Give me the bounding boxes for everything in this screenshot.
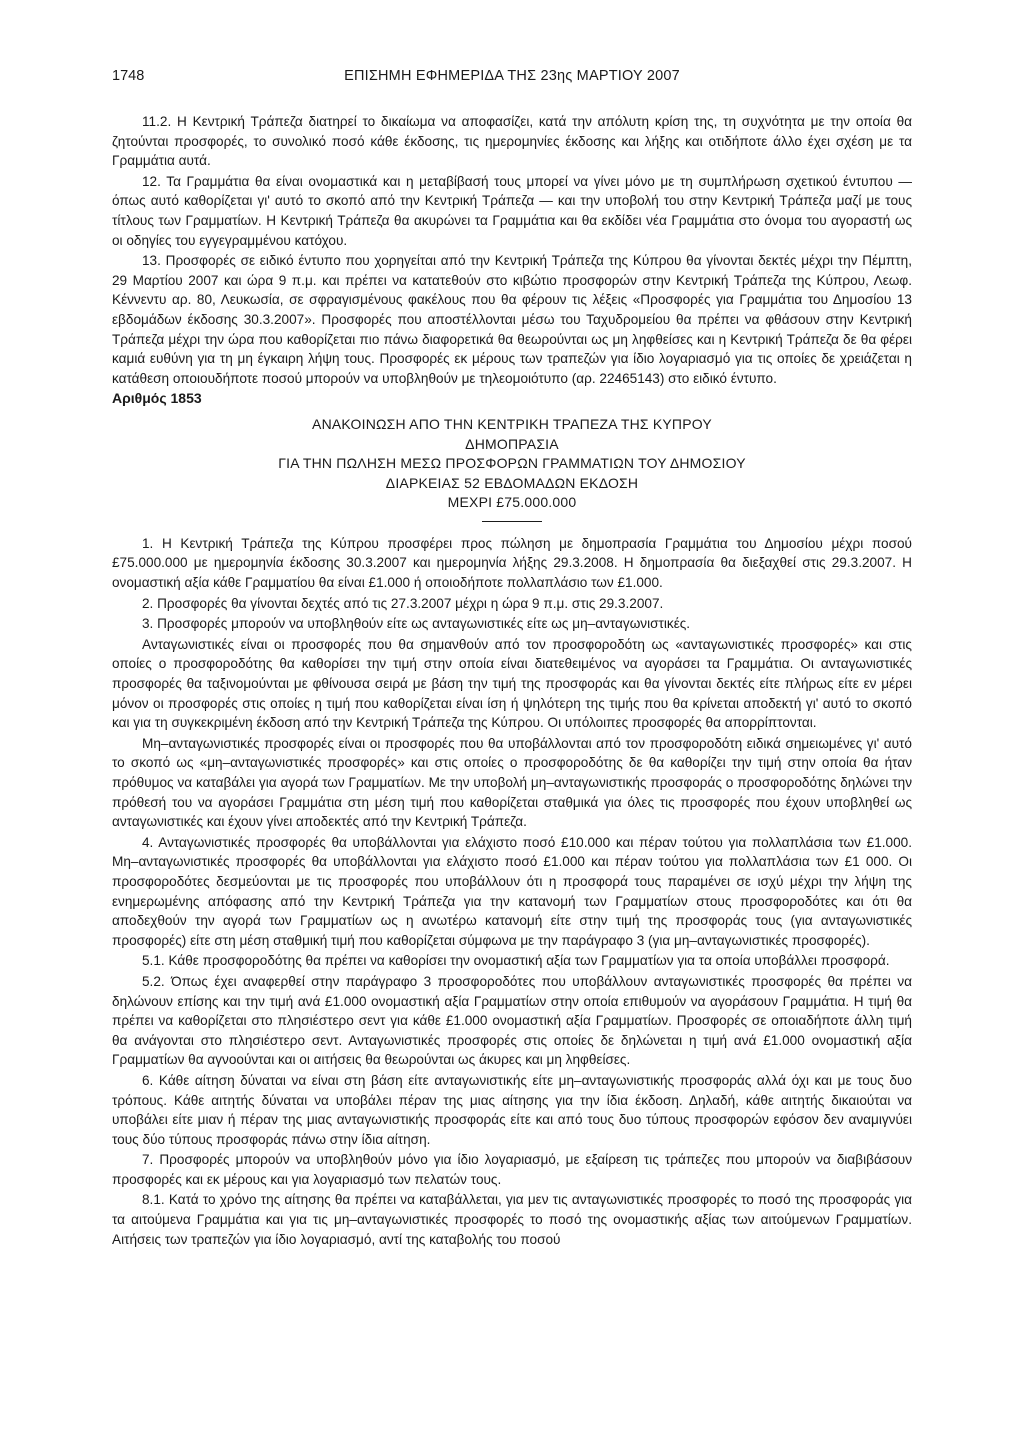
paragraph-3: 3. Προσφορές μπορούν να υποβληθούν είτε ως ανταγωνιστικές είτε ως μη–ανταγωνιστικές. bbox=[142, 616, 691, 632]
page-number: 1748 bbox=[112, 68, 145, 84]
announcement-line-2: ΔΗΜΟΠΡΑΣΙΑ bbox=[465, 435, 559, 452]
notice-number: Αριθμός 1853 bbox=[112, 390, 202, 407]
paragraph-competitive-definition: Ανταγωνιστικές είναι οι προσφορές που θα σημανθούν από τον προσφοροδότη ως «ανταγωνιστικές προσφορές» και στις οποίες ο προσφοροδότης θα καθορίσει την τιμή στην οποία είναι διατεθειμένος να αγοράσει τα Γραμμάτια. Οι ανταγωνιστικές προσφορές θα ταξινομούνται με φθίνουσα σειρά με βάση την τιμή της προσφοράς και θα γίνονται δεκτές είτε πλήρως είτε εν μέρει μόνον οι προσφορές στις οποίες η τιμή που καθορίζεται είναι ίση ή ψηλότερη της τιμής που θα κρίνεται αποδεκτή γι' αυτό το σκοπό και για τη συγκεκριμένη έκδοση από την Κεντρική Τράπεζα της Κύπρου. Οι υπόλοιπες προσφορές θα απορρίπτονται. bbox=[112, 636, 912, 731]
announcement-line-3: ΓΙΑ ΤΗΝ ΠΩΛΗΣΗ ΜΕΣΩ ΠΡΟΣΦΟΡΩΝ ΓΡΑΜΜΑΤΙΩΝ ΤΟΥ ΔΗΜΟΣΙΟΥ bbox=[278, 455, 746, 472]
paragraph-7: 7. Προσφορές μπορούν να υποβληθούν μόνο για ίδιο λογαριασμό, με εξαίρεση τις τράπεζες που μπορούν να διαβιβάσουν προσφορές και εκ μέρους και για λογαριασμό των πελατών τους. bbox=[112, 1152, 912, 1187]
paragraph-8-1: 8.1. Κατά το χρόνο της αίτησης θα πρέπει να καταβάλλεται, για μεν τις ανταγωνιστικές προσφορές το ποσό της προσφοράς για τα αιτούμενα Γραμμάτια και για τις μη–ανταγωνιστικές προσφορές το ποσό της ονομαστικής αξίας των αιτούμενων Γραμματίων. Αιτήσεις των τραπεζών για ίδιο λογαριασμό, αντί της καταβολής του ποσού bbox=[112, 1192, 912, 1247]
announcement-line-4: ΔΙΑΡΚΕΙΑΣ 52 ΕΒΔΟΜΑΔΩΝ ΕΚΔΟΣΗ bbox=[385, 474, 639, 491]
paragraph-13: 13. Προσφορές σε ειδικό έντυπο που χορηγείται από την Κεντρική Τράπεζα της Κύπρου θα γίνονται δεκτές μέχρι την Πέμπτη, 29 Μαρτίου 2007 και ώρα 9 π.μ. και πρέπει να κατατεθούν στο κιβώτιο προσφορών στην Κεντρική Τράπεζα της Κύπρου, Λεωφ. Κέννεντυ αρ. 80, Λευκωσία, σε σφραγισμένους φακέλους που θα φέρουν τις λέξεις «Προσφορές για Γραμμάτια του Δημοσίου 13 εβδομάδων έκδοσης 30.3.2007». Προσφορές που αποστέλλονται μέσω του Ταχυδρομείου θα πρέπει να φθάσουν στην Κεντρική Τράπεζα μέχρι την ώρα που καθορίζεται πιο πάνω διαφορετικά θα θεωρούνται ως μη ληφθείσες και η Κεντρική Τράπεζα δε θα φέρει καμιά ευθύνη για τη μη έγκαιρη λήψη τους. Προσφορές εκ μέρους των τραπεζών για ίδιο λογαριασμό για τις οποίες δε χρειάζεται η κατάθεση οποιουδήποτε ποσού μπορούν να υποβληθούν με τηλεομοιότυπο (αρ. 22465143) στο ειδικό έντυπο. bbox=[112, 253, 912, 386]
announcement-heading bbox=[112, 415, 912, 522]
announcement-line-1: ΑΝΑΚΟΙΝΩΣΗ ΑΠΟ ΤΗΝ ΚΕΝΤΡΙΚΗ ΤΡΑΠΕΖΑ ΤΗΣ ΚΥΠΡΟΥ bbox=[312, 415, 712, 432]
announcement-line-5: ΜΕΧΡΙ £75.000.000 bbox=[447, 494, 577, 511]
paragraph-noncompetitive-definition: Μη–ανταγωνιστικές προσφορές είναι οι προσφορές που θα υποβάλλονται από τον προσφοροδότη ειδικά σημειωμένες γι' αυτό το σκοπό ως «μη–ανταγωνιστικές προσφορές» και στις οποίες ο προσφοροδότης δε θα καθορίζει την τιμή στην οποία θα ήταν πρόθυμος να καταβάλει για αγορά των Γραμματίων. Με την υποβολή μη–ανταγωνιστικής προσφοράς ο προσφοροδότης δηλώνει την πρόθεσή του να αγοράσει Γραμμάτια στη μέση τιμή που καθορίζεται σταθμικά για όλες τις προσφορές που έχουν υποβληθεί ως ανταγωνιστικές και έχουν γίνει αποδεκτές από την Κεντρική Τράπεζα. bbox=[112, 735, 912, 830]
gazette-body bbox=[112, 112, 912, 1250]
paragraph-6: 6. Κάθε αίτηση δύναται να είναι στη βάση είτε ανταγωνιστικής είτε μη–ανταγωνιστικής προσφοράς αλλά όχι και με τους δυο τρόπους. Κάθε αιτητής δύναται να υποβάλει πέραν της μιας αίτησης για την ίδια έκδοση. Δηλαδή, κάθε αιτητής δικαιούται να υποβάλει είτε μιαν ή πέραν της μιας ανταγωνιστικής προσφοράς είτε και από τους δυο τύπους προσφορών εφόσον δεν αναμιγνύει τους δύο τύπους προσφοράς πάνω στην ίδια αίτηση. bbox=[112, 1072, 912, 1147]
running-title: ΕΠΙΣΗΜΗ ΕΦΗΜΕΡΙΔΑ ΤΗΣ 23ης ΜΑΡΤΙΟΥ 2007 bbox=[344, 68, 680, 84]
announcement-divider bbox=[482, 521, 542, 522]
paragraph-5-2: 5.2. Όπως έχει αναφερθεί στην παράγραφο 3 προσφοροδότες που υποβάλλουν ανταγωνιστικές προσφορές θα πρέπει να δηλώνουν επίσης και την τιμή ανά £1.000 ονομαστική αξία Γραμματίων στην οποία επιθυμούν να αγοράσουν Γραμμάτια. Η τιμή θα πρέπει να καθορίζεται στο πλησιέστερο σεντ για κάθε £1.000 ονομαστική αξία Γραμματίων. Προσφορές σε οποιαδήποτε άλλη τιμή θα ανάγονται στο πλησιέστερο σεντ. Ανταγωνιστικές προσφορές στις οποίες δε δηλώνεται η τιμή ανά £1.000 ονομαστική αξία Γραμματίων θα αγνοούνται και οι αιτήσεις θα θεωρούνται ως άκυρες και μη ληφθείσες. bbox=[112, 973, 912, 1068]
paragraph-11-2: 11.2. Η Κεντρική Τράπεζα διατηρεί το δικαίωμα να αποφασίζει, κατά την απόλυτη κρίση της, τη συχνότητα με την οποία θα ζητούνται προσφορές, το συνολικό ποσό κάθε έκδοσης, τις ημερομηνίες έκδοσης και λήξης και οτιδήποτε άλλο έχει σχέση με τα Γραμμάτια αυτά. bbox=[112, 114, 912, 169]
paragraph-5-1: 5.1. Κάθε προσφοροδότης θα πρέπει να καθορίσει την ονομαστική αξία των Γραμματίων για τα οποία υποβάλλει προσφορά. bbox=[142, 953, 890, 969]
paragraph-12: 12. Τα Γραμμάτια θα είναι ονομαστικά και η μεταβίβασή τους μπορεί να γίνει μόνο με τη συμπλήρωση σχετικού έντυπου — όπως αυτό καθορίζεται γι' αυτό το σκοπό από την Κεντρική Τράπεζα — και την υποβολή του στην Κεντρική Τράπεζα μαζί με τους τίτλους των Γραμματίων. Η Κεντρική Τράπεζα θα ακυρώνει τα Γραμμάτια και θα εκδίδει νέα Γραμμάτια στο όνομα του αγοραστή ως οι οδηγίες του εγγεγραμμένου κατόχου. bbox=[112, 173, 912, 248]
page-header bbox=[112, 68, 912, 92]
paragraph-4: 4. Ανταγωνιστικές προσφορές θα υποβάλλονται για ελάχιστο ποσό £10.000 και πέραν τούτου για πολλαπλάσια των £1.000. Μη–ανταγωνιστικές προσφορές θα υποβάλλονται για ελάχιστο ποσό £1.000 και πέραν τούτου για πολλαπλάσια των £1 000. Οι προσφοροδότες δεσμεύονται με τις προσφορές που υποβάλλουν ότι η προσφορά τους παραμένει σε ισχύ μέχρι την λήψη της ενημερωμένης απόφασης από την Κεντρική Τράπεζα για την κατανομή των Γραμματίων στους προσφοροδότες και ότι θα αποδεχθούν την αγορά των Γραμματίων ως η ανωτέρω κατανομή είτε στην τιμή της προσφοράς τους (για ανταγωνιστικές προσφορές) είτε στη μέση σταθμική τιμή που καθορίζεται σύμφωνα με την παράγραφο 3 (για μη–ανταγωνιστικές προσφορές). bbox=[112, 834, 912, 948]
paragraph-1: 1. Η Κεντρική Τράπεζα της Κύπρου προσφέρει προς πώληση με δημοπρασία Γραμμάτια του Δημοσίου μέχρι ποσού £75.000.000 με ημερομηνία έκδοσης 30.3.2007 και ημερομηνία λήξης 29.3.2008. Η δημοπρασία θα διεξαχθεί στις 29.3.2007. Η ονομαστική αξία κάθε Γραμματίου θα είναι £1.000 ή οποιοδήποτε πολλαπλάσιο των £1.000. bbox=[112, 535, 912, 591]
paragraph-2: 2. Προσφορές θα γίνονται δεχτές από τις 27.3.2007 μέχρι η ώρα 9 π.μ. στις 29.3.2007. bbox=[142, 595, 664, 611]
